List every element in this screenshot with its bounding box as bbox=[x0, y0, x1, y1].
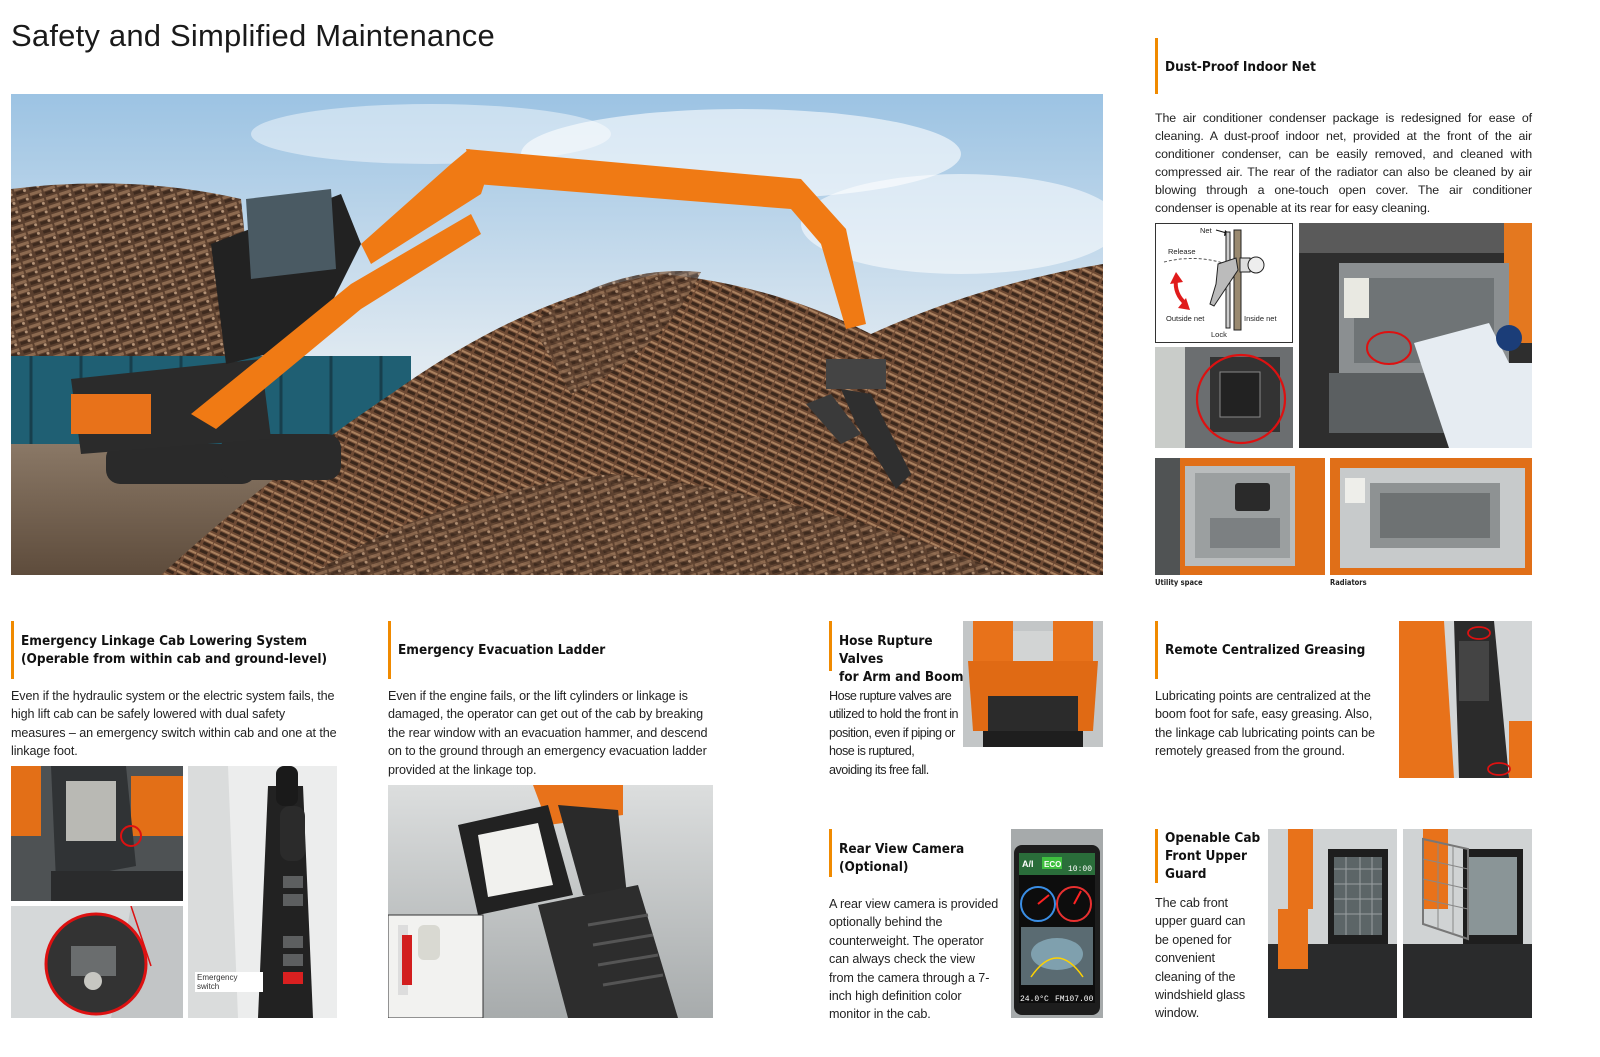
photo-radiators bbox=[1330, 458, 1532, 575]
photo-hose-valves bbox=[963, 621, 1103, 747]
emergency-switch-label: Emergency switch bbox=[195, 972, 263, 992]
greasing-body: Lubricating points are centralized at the boom foot for safe, easy greasing. Also, the linkage cab lubricating points can be remotely greased from the ground. bbox=[1155, 689, 1375, 759]
photo-greasing bbox=[1399, 621, 1532, 778]
monitor-fm: FM107.00 bbox=[1055, 995, 1094, 1004]
diagram-label-outside: Outside net bbox=[1166, 314, 1205, 323]
dust-net-body: The air conditioner condenser package is redesigned for ease of cleaning. A dust-proof indoor net, provided at the front of the air conditioner condenser, can be easily removed, and cleaned with compressed air. The rear of the radiator can also be cleaned by air blowing through a one-touch open cover. The air conditioner condenser is openable at its rear for easy cleaning. bbox=[1155, 111, 1532, 215]
monitor-time: 10:00 bbox=[1068, 865, 1093, 874]
hose-heading: Hose Rupture Valves for Arm and Boom bbox=[829, 621, 969, 671]
photo-linkage-foot bbox=[11, 766, 183, 901]
photo-guard-closed bbox=[1268, 829, 1397, 1018]
caption-utility: Utility space bbox=[1155, 578, 1203, 587]
photo-utility-space bbox=[1155, 458, 1325, 575]
camera-heading: Rear View Camera (Optional) bbox=[829, 829, 999, 877]
diagram-label-net: Net bbox=[1200, 226, 1212, 235]
ladder-body: Even if the engine fails, or the lift cylinders or linkage is damaged, the operator can get out of the cab by breaking the rear window with an evacuation hammer, and descend on to the ground through an emergency evacuation ladder provided at the linkage top. bbox=[388, 689, 708, 777]
photo-rear-view-monitor bbox=[1011, 829, 1103, 1018]
photo-evacuation-ladder bbox=[388, 785, 713, 1018]
hero-illustration bbox=[11, 94, 1103, 575]
photo-condenser-cleaning bbox=[1299, 223, 1532, 448]
linkage-body: Even if the hydraulic system or the electric system fails, the high lift cab can be safely lowered with dual safety measures – an emergency switch within cab and one at the linkage foot. bbox=[11, 689, 337, 759]
monitor-eco: ECO bbox=[1044, 860, 1062, 869]
dust-net-heading: Dust-Proof Indoor Net bbox=[1155, 38, 1365, 94]
diagram-label-inside: Inside net bbox=[1244, 314, 1277, 323]
monitor-temp: 24.0°C bbox=[1020, 995, 1049, 1004]
photo-net-detail bbox=[1155, 347, 1293, 448]
caption-radiators: Radiators bbox=[1330, 578, 1367, 587]
net-diagram bbox=[1155, 223, 1293, 343]
greasing-heading: Remote Centralized Greasing bbox=[1155, 621, 1395, 679]
ladder-heading: Emergency Evacuation Ladder bbox=[388, 621, 718, 679]
diagram-label-release: Release bbox=[1168, 247, 1196, 256]
guard-heading: Openable Cab Front Upper Guard bbox=[1155, 829, 1265, 883]
hero-photo-log-loader bbox=[11, 94, 1103, 575]
photo-emergency-switch-ground bbox=[11, 906, 183, 1018]
hose-body: Hose rupture valves are utilized to hold the front in position, even if piping or hose is ruptured, avoiding its free fall. bbox=[829, 689, 959, 777]
linkage-heading: Emergency Linkage Cab Lowering System (Operable from within cab and ground-level) bbox=[11, 621, 361, 679]
monitor-mode: A/I bbox=[1022, 859, 1034, 869]
diagram-label-lock: Lock bbox=[1211, 330, 1227, 339]
camera-body: A rear view camera is provided optionally behind the counterweight. The operator can always check the view from the camera through a 7-inch high definition color monitor in the cab. bbox=[829, 897, 999, 1022]
guard-body: The cab front upper guard can be opened for convenient cleaning of the windshield glass window. bbox=[1155, 896, 1246, 1021]
page-title: Safety and Simplified Maintenance bbox=[11, 18, 495, 53]
photo-guard-open bbox=[1403, 829, 1532, 1018]
